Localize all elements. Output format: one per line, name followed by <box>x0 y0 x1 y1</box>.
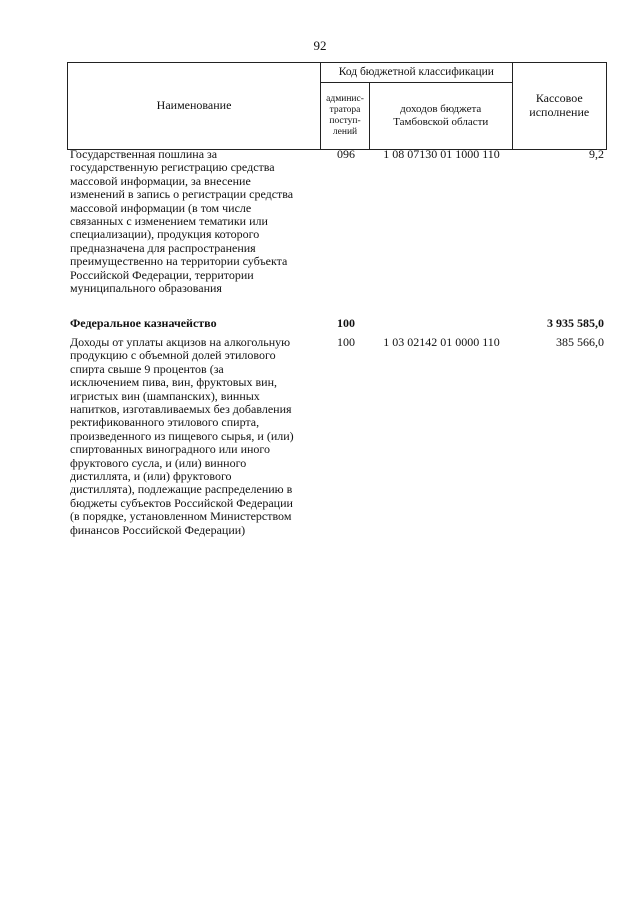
row-name-line: связанных с изменением тематики или <box>70 214 268 229</box>
row-name-line: (в порядке, установленном Министерством <box>70 509 292 524</box>
row-name-line: спирта свыше 9 процентов (за <box>70 361 224 376</box>
row-name-line: преимущественно на территории субъекта <box>70 254 288 269</box>
row-name-line: ректификованного этилового спирта, <box>70 415 260 430</box>
row-amount: 385 566,0 <box>556 335 604 349</box>
row-amount: 3 935 585,0 <box>547 316 604 330</box>
row-name-line: финансов Российской Федерации) <box>70 522 246 537</box>
row-name-line: продукцию с объемной долей этилового <box>70 348 276 363</box>
header-administrator-line: лений <box>332 126 358 137</box>
row-name-line: фруктового сусла, и (или) винного <box>70 455 247 470</box>
page-number: 92 <box>313 38 327 53</box>
table-header <box>67 62 607 150</box>
row-name-line: игристых вин (шампанских), винных <box>70 388 260 403</box>
header-cash-execution-line: исполнение <box>529 105 590 119</box>
row-name-line: государственную регистрацию средства <box>70 160 275 175</box>
row-name-line: массовой информации, за внесение <box>70 173 251 188</box>
row-name-line: Государственная пошлина за <box>70 147 218 161</box>
row-amount: 9,2 <box>589 147 604 161</box>
row-name-line: специализации), продукция которого <box>70 227 260 242</box>
header-administrator-line: тратора <box>329 105 361 116</box>
row-name-line: предназначена для распространения <box>70 240 256 255</box>
row-name <box>70 336 316 537</box>
row-name-line: спиртованных виноградного или иного <box>70 442 271 457</box>
row-admin-code: 100 <box>337 316 355 330</box>
row-name-line: исключением пива, вин, фруктовых вин, <box>70 375 277 390</box>
header-name: Наименование <box>68 63 321 150</box>
header-administrator-line: админис- <box>326 94 364 105</box>
row-name <box>70 317 316 330</box>
header-income-code-line: доходов бюджета <box>400 103 482 116</box>
row-name-line: произведенного из пищевого сырья, и (или) <box>70 428 294 443</box>
row-income-code: 1 08 07130 01 1000 110 <box>383 147 500 161</box>
row-name-line: Российской Федерации, территории <box>70 267 254 282</box>
header-cash-execution <box>512 63 606 150</box>
header-income-code-line: Тамбовской области <box>393 116 489 128</box>
header-budget-classification-code: Код бюджетной классификации <box>321 63 512 83</box>
header-income-code <box>369 83 512 150</box>
row-name-line: Доходы от уплаты акцизов на алкогольную <box>70 335 291 349</box>
row-name-line: муниципального образования <box>70 281 222 296</box>
row-name-line: массовой информации (в том числе <box>70 200 252 215</box>
row-admin-code: 096 <box>337 147 355 161</box>
row-name <box>70 148 316 295</box>
row-name-line: изменений в запись о регистрации средства <box>70 187 294 202</box>
row-name-line: бюджеты субъектов Российской Федерации <box>70 495 293 510</box>
row-name-line: напитков, изготавливаемых без добавления <box>70 402 292 417</box>
row-admin-code: 100 <box>337 335 355 349</box>
header-administrator-line: поступ- <box>329 116 361 126</box>
row-name-line: дистиллята, и (или) фруктового <box>70 469 232 484</box>
row-income-code: 1 03 02142 01 0000 110 <box>383 335 500 349</box>
row-name-line: дистиллята), подлежащие распределению в <box>70 482 293 497</box>
header-cash-execution-line: Кассовое <box>535 91 583 106</box>
header-administrator <box>321 83 370 150</box>
row-name-line: Федеральное казначейство <box>70 316 217 330</box>
